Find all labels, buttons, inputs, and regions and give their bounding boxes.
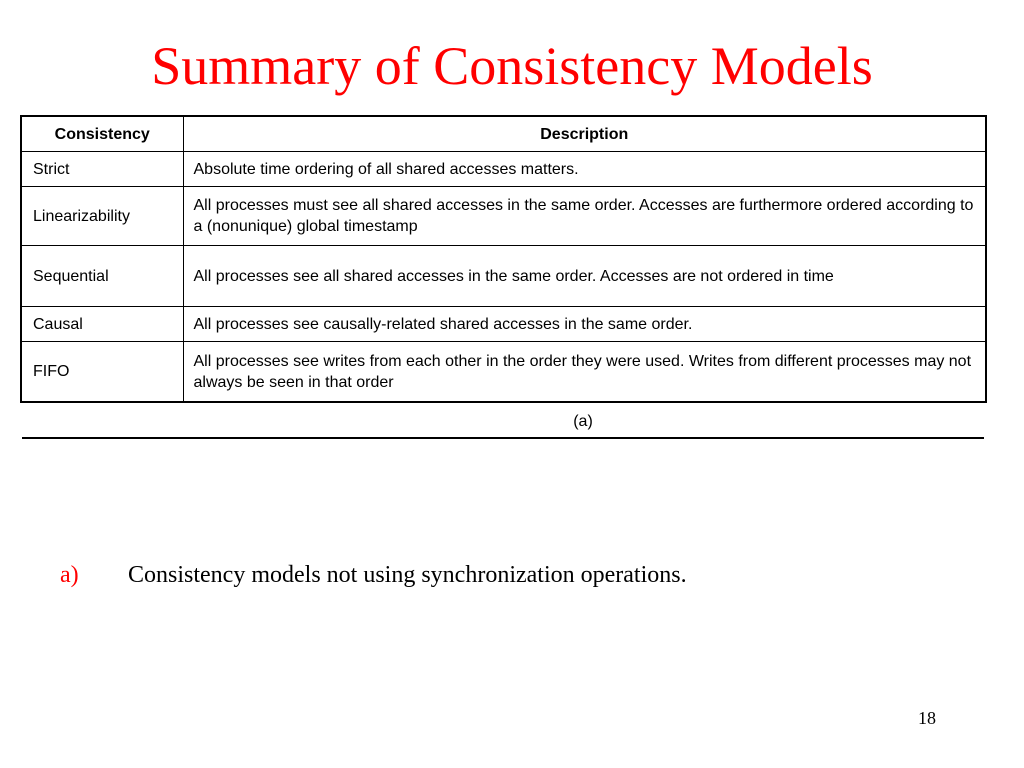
model-name-cell: FIFO — [21, 342, 183, 403]
model-description-cell: All processes see writes from each other in the order they were used. Writes from different processes may not always be seen in that order — [183, 342, 986, 403]
column-header-consistency: Consistency — [21, 116, 183, 152]
consistency-models-table — [20, 115, 987, 403]
table-row — [21, 152, 986, 187]
page-number: 18 — [918, 708, 936, 728]
model-description-cell: Absolute time ordering of all shared accesses matters. — [183, 152, 986, 187]
table-row — [21, 246, 986, 307]
bullet-text: Consistency models not using synchronization operations. — [128, 562, 687, 588]
model-name-cell: Linearizability — [21, 187, 183, 246]
model-description-cell: All processes see all shared accesses in the same order. Accesses are not ordered in time — [183, 246, 986, 307]
bullet-marker: a) — [60, 562, 79, 588]
model-description-cell: All processes must see all shared accesses in the same order. Accesses are furthermore ordered according to a (nonunique) global timestamp — [183, 187, 986, 246]
model-description-cell: All processes see causally-related shared accesses in the same order. — [183, 307, 986, 342]
table-row — [21, 342, 986, 403]
divider-line — [22, 437, 984, 439]
table-row — [21, 307, 986, 342]
model-name-cell: Strict — [21, 152, 183, 187]
table-caption: (a) — [573, 413, 593, 430]
column-header-description: Description — [183, 116, 986, 152]
table-header-row — [21, 116, 986, 152]
consistency-models-table-container — [20, 115, 985, 403]
table-row — [21, 187, 986, 246]
slide-title: Summary of Consistency Models — [151, 36, 873, 96]
model-name-cell: Causal — [21, 307, 183, 342]
model-name-cell: Sequential — [21, 246, 183, 307]
